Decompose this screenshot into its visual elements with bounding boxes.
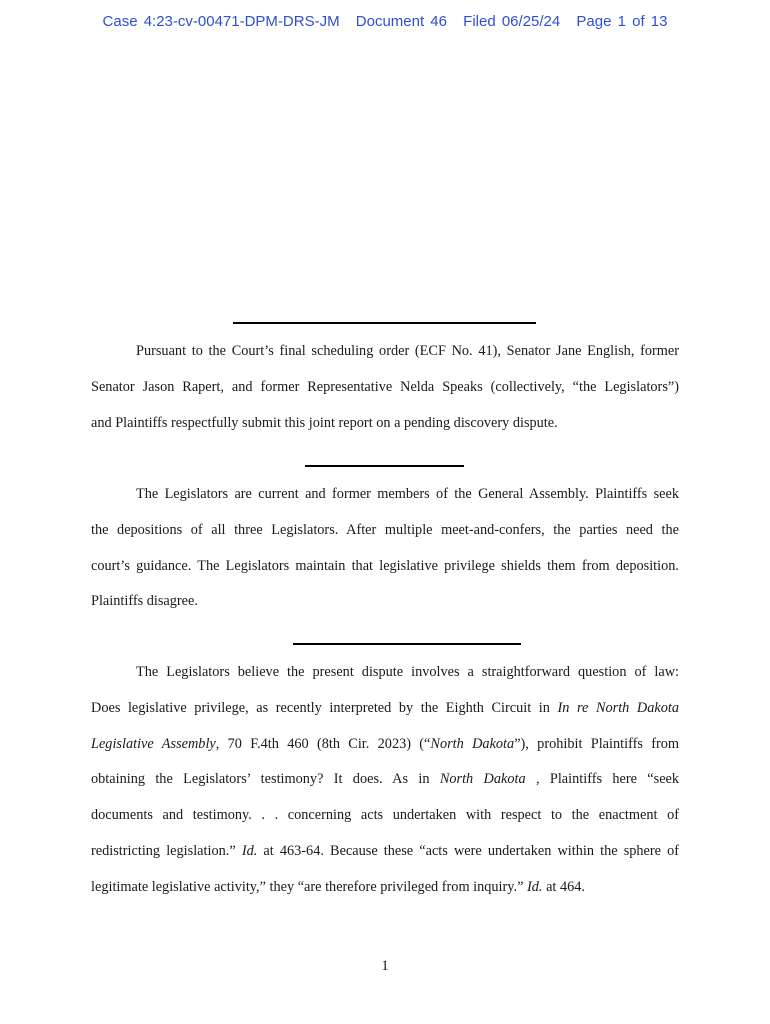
background-line-1: The Legislators are current and former members of the General Assembly. Plaintiffs seek xyxy=(136,486,679,502)
page-count: Page 1 of 13 xyxy=(576,13,668,30)
heading-rule-1 xyxy=(233,322,536,324)
intro-line-1: Pursuant to the Court’s final scheduling order (ECF No. 41), Senator Jane English, former xyxy=(136,343,679,359)
case-citation: In re North Dakota xyxy=(557,699,680,716)
filed-date: Filed 06/25/24 xyxy=(463,13,561,30)
position-line-1: The Legislators believe the present dispute involves a straightforward question of law: xyxy=(136,664,679,680)
id-citation: Id. xyxy=(527,878,543,895)
background-line-4: Plaintiffs disagree. xyxy=(91,593,198,610)
position-line-4: obtaining the Legislators’ testimony? It does. As in North Dakota , Plaintiffs here “seek xyxy=(91,771,680,788)
intro-line-3: and Plaintiffs respectfully submit this joint report on a pending discovery dispute. xyxy=(91,414,558,431)
intro-paragraph xyxy=(91,334,679,441)
short-citation: North Dakota xyxy=(439,771,526,788)
short-citation: North Dakota xyxy=(430,735,515,752)
background-line-3: court’s guidance. The Legislators maintain that legislative privilege shields them from deposition. xyxy=(91,557,679,574)
case-number: Case 4:23-cv-00471-DPM-DRS-JM xyxy=(102,13,340,30)
position-line-2: Does legislative privilege, as recently interpreted by the Eighth Circuit in In re North Dakota xyxy=(91,699,680,716)
ecf-filing-header xyxy=(0,13,770,30)
case-citation: Legislative Assembly xyxy=(91,735,216,752)
document-number: Document 46 xyxy=(355,13,447,30)
page-number: 1 xyxy=(381,958,389,974)
position-line-6: redistricting legislation.” Id. at 463-64. Because these “acts were undertaken within the sphere of xyxy=(91,842,680,859)
position-line-3: Legislative Assembly, 70 F.4th 460 (8th Cir. 2023) (“North Dakota”), prohibit Plaintiffs from xyxy=(91,735,679,752)
background-paragraph xyxy=(91,477,679,620)
intro-line-2: Senator Jason Rapert, and former Representative Nelda Speaks (collectively, “the Legislators”) xyxy=(91,378,679,395)
position-line-7: legitimate legislative activity,” they “are therefore privileged from inquiry.” Id. at 464. xyxy=(91,878,585,895)
id-citation: Id. xyxy=(241,842,258,859)
background-line-2: the depositions of all three Legislators. After multiple meet-and-confers, the parties need the xyxy=(91,521,679,538)
position-line-5: documents and testimony. . . concerning acts undertaken with respect to the enactment of xyxy=(91,807,679,824)
heading-rule-2 xyxy=(305,465,464,467)
position-paragraph xyxy=(91,655,679,906)
heading-rule-3 xyxy=(293,643,521,645)
